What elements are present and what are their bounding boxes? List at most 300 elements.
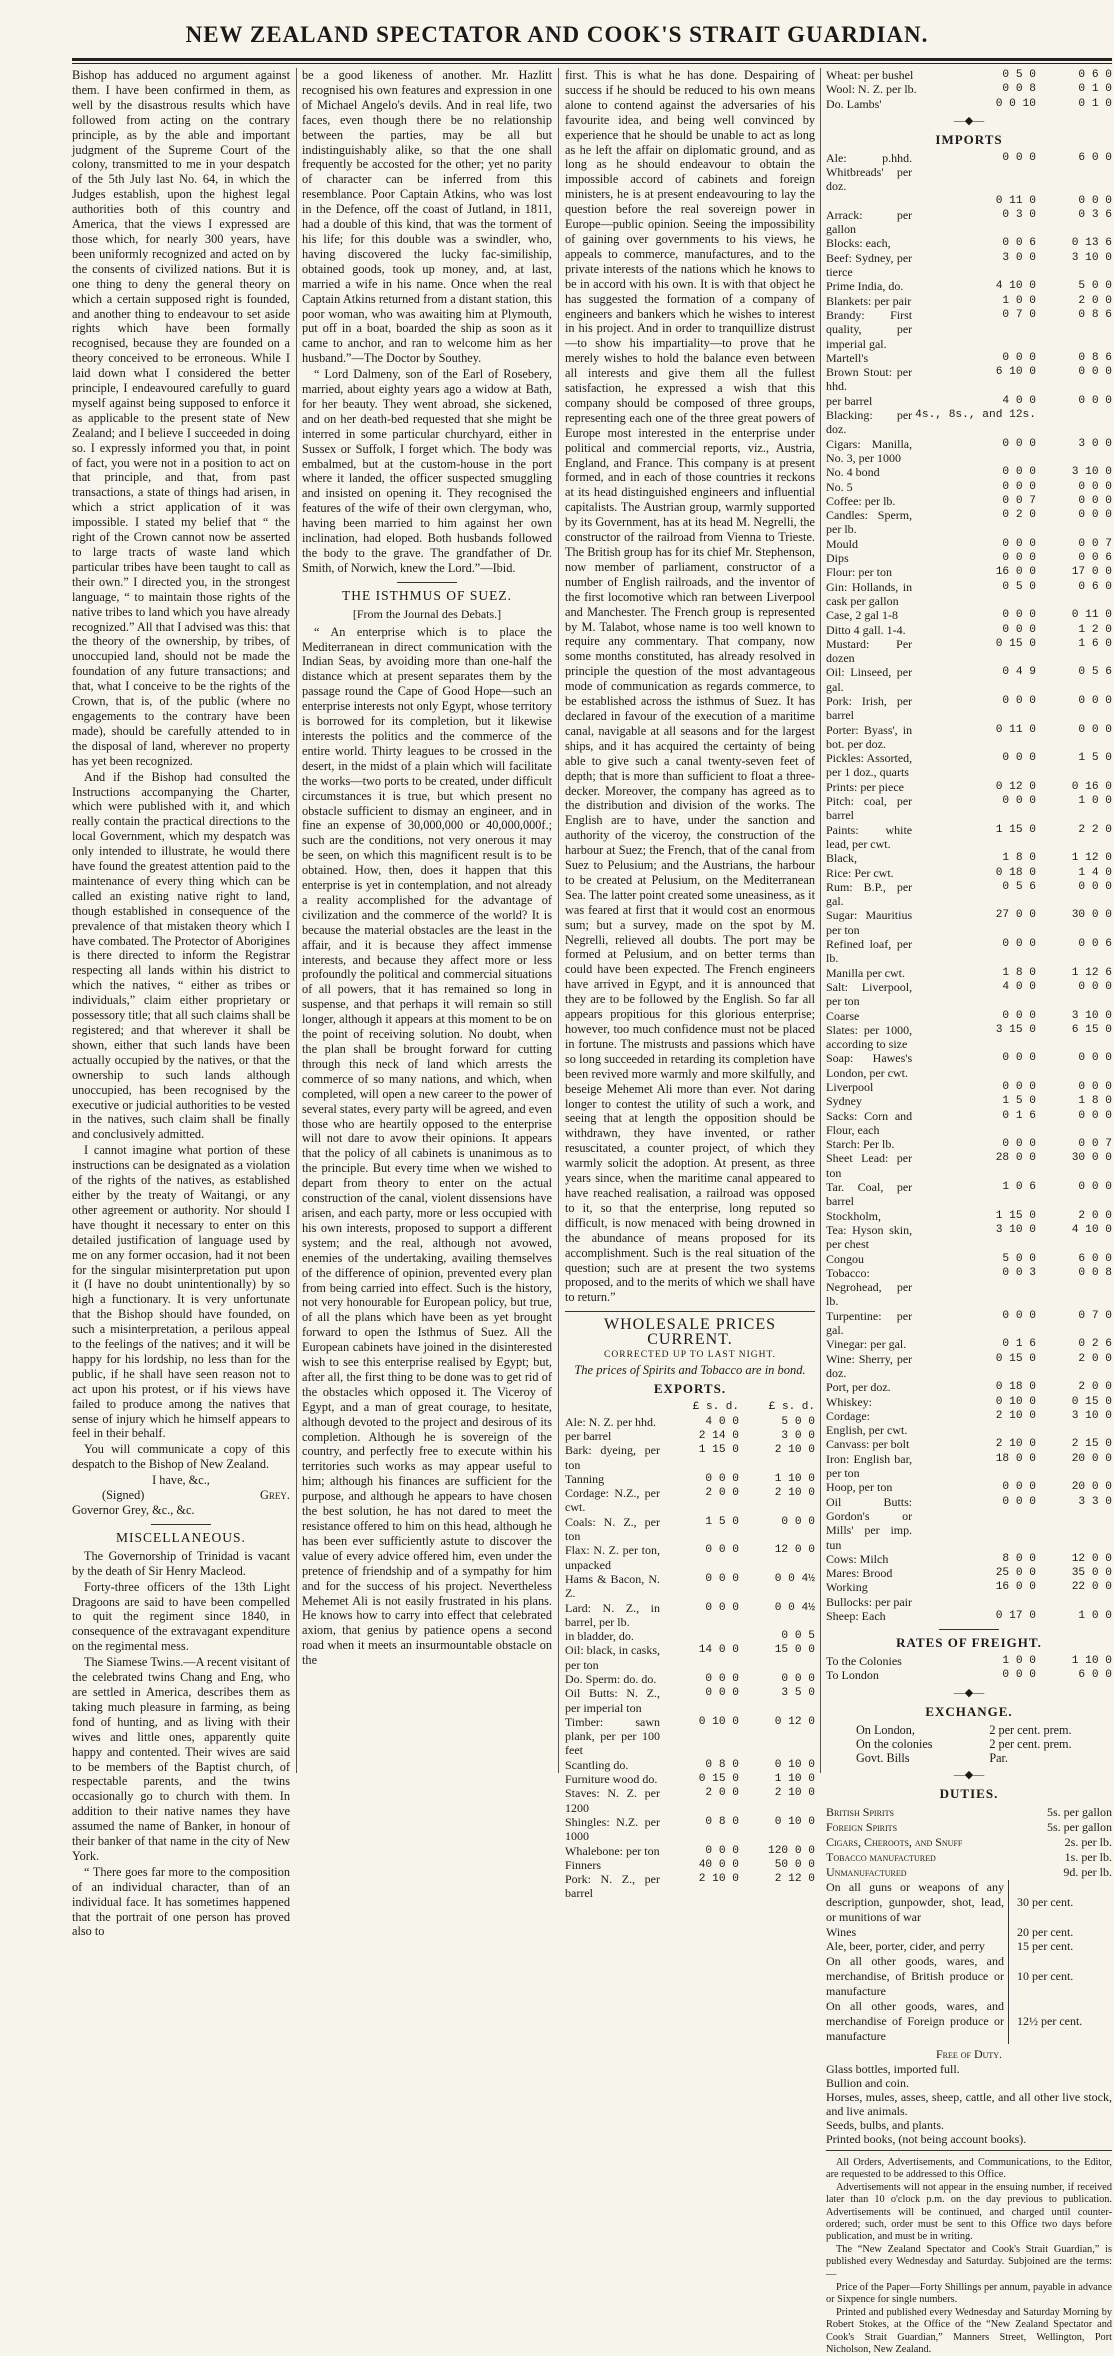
price-high: 1 10 0 xyxy=(774,1773,815,1786)
column-4 xyxy=(826,68,1112,2355)
price-row xyxy=(565,1443,815,1472)
price-low: 0 15 0 xyxy=(698,1773,739,1786)
price-high: 0 8 6 xyxy=(1078,308,1112,321)
price-low: 16 0 0 xyxy=(995,566,1036,579)
price-low: 0 0 0 xyxy=(1002,752,1036,765)
price-item: Porter: Byass', in bot. per doz. xyxy=(826,722,913,751)
price-low: 0 0 0 xyxy=(1002,437,1036,450)
price-low: 0 0 0 xyxy=(1002,537,1036,550)
brace-duties-list xyxy=(826,1880,1112,2044)
price-row xyxy=(565,1686,815,1715)
price-row xyxy=(826,1337,1112,1351)
price-row xyxy=(565,1772,815,1786)
price-low: 0 5 0 xyxy=(1002,69,1036,81)
price-row xyxy=(826,394,1112,408)
price-high: 5 0 0 xyxy=(781,1415,815,1428)
price-row xyxy=(826,1051,1112,1080)
duty-item: Wines xyxy=(826,1925,1009,1940)
price-high: 30 0 0 xyxy=(1071,909,1112,922)
price-row xyxy=(826,1151,1112,1180)
price-low: 0 0 3 xyxy=(1002,1266,1036,1279)
column-divider xyxy=(558,68,559,1773)
price-low: 1 8 0 xyxy=(1002,966,1036,979)
price-high: 1 5 0 xyxy=(1078,752,1112,765)
price-row xyxy=(826,294,1112,308)
price-item: Sheet Lead: per ton xyxy=(826,1151,913,1180)
column-divider xyxy=(820,68,821,1773)
price-low: 3 10 0 xyxy=(995,1223,1036,1236)
price-row xyxy=(826,1023,1112,1052)
price-low: 0 0 0 xyxy=(1002,1481,1036,1494)
price-item: Tobacco: Negrohead, per lb. xyxy=(826,1265,913,1309)
price-low: 0 0 0 xyxy=(705,1572,739,1585)
duty-row xyxy=(826,1865,1112,1880)
price-item: Mould xyxy=(826,536,859,551)
price-item: Case, 2 gal 1-8 xyxy=(826,608,898,623)
price-row xyxy=(826,1654,1112,1668)
price-row xyxy=(826,308,1112,351)
price-high: 0 12 0 xyxy=(774,1715,815,1728)
price-row xyxy=(826,794,1112,823)
price-item: Wool: N. Z. per lb. xyxy=(826,82,917,97)
price-item: Flour: per ton xyxy=(826,565,892,580)
free-of-duty-list xyxy=(826,2062,1112,2146)
section-rule xyxy=(565,1311,815,1312)
price-high: 1 6 0 xyxy=(1078,637,1112,650)
price-high: 0 10 0 xyxy=(774,1758,815,1771)
price-item: To the Colonies xyxy=(826,1654,902,1669)
price-item: Sydney xyxy=(826,1094,862,1109)
price-item: Coffee: per lb. xyxy=(826,493,896,508)
price-item: Coarse xyxy=(826,1008,860,1023)
price-row xyxy=(826,1668,1112,1682)
price-high: 3 10 0 xyxy=(1071,1409,1112,1422)
duty-item: Foreign Spirits xyxy=(826,1820,898,1835)
price-high: 0 0 8 xyxy=(1078,1266,1112,1279)
price-row xyxy=(826,608,1112,622)
notice-paragraph: Printed and published every Wednesday and Saturday Morning by Robert Stokes, at the Office of the “New Zealand Spectator and Cook's Strait Guardian,” Manners Street, Wellington, Port Nicholson, New Zealand. xyxy=(826,2307,1112,2355)
wholesale-note: The prices of Spirits and Tobacco are in bond. xyxy=(574,1362,806,1377)
notice-paragraph: Price of the Paper—Forty Shillings per annum, payable in advance or Sixpence for single numbers. xyxy=(826,2281,1112,2305)
price-low: 4 0 0 xyxy=(705,1415,739,1428)
price-row xyxy=(826,1223,1112,1252)
ornament-icon: —◆— xyxy=(953,1686,985,1699)
price-row xyxy=(826,1552,1112,1566)
free-item: Bullion and coin. xyxy=(826,2075,909,2090)
price-low: 0 0 0 xyxy=(1002,694,1036,707)
price-low: 0 4 9 xyxy=(1002,666,1036,679)
price-item: Oil Butts: Gordon's or Mills' per imp. tun xyxy=(826,1494,913,1552)
price-row xyxy=(565,1429,815,1443)
produce-table xyxy=(826,68,1112,111)
price-high: 2 10 0 xyxy=(774,1444,815,1457)
price-high: 0 0 0 xyxy=(1078,1181,1112,1194)
price-row xyxy=(826,637,1112,666)
price-high: 0 0 0 xyxy=(1078,980,1112,993)
price-low: 0 0 0 xyxy=(705,1601,739,1614)
price-item: Ale: N. Z. per hhd. xyxy=(565,1414,656,1429)
price-high: 0 0 4½ xyxy=(774,1572,815,1585)
price-high: 0 0 7 xyxy=(1078,537,1112,550)
price-row xyxy=(826,194,1112,208)
price-row xyxy=(826,1580,1112,1609)
price-high: 0 15 0 xyxy=(1071,1395,1112,1408)
price-item: Port, per doz. xyxy=(826,1380,891,1395)
price-row xyxy=(826,980,1112,1009)
price-low: 0 18 0 xyxy=(995,1381,1036,1394)
price-high: 6 0 0 xyxy=(1078,1669,1112,1682)
price-high: 2 2 0 xyxy=(1078,823,1112,836)
price-item: Prints: per piece xyxy=(826,779,904,794)
price-item: Sheep: Each xyxy=(826,1608,886,1623)
price-row xyxy=(565,1472,815,1486)
price-low: 4s., 8s., and 12s. xyxy=(915,409,1036,422)
price-item: Blankets: per pair xyxy=(826,293,912,308)
price-high: 3 10 0 xyxy=(1071,1009,1112,1022)
price-item: Do. Sperm: do. do. xyxy=(565,1672,657,1686)
price-item: Staves: N. Z. per 1200 xyxy=(565,1786,660,1815)
price-row xyxy=(826,565,1112,579)
price-low: 1 15 0 xyxy=(995,823,1036,836)
ornament-icon: —◆— xyxy=(953,1769,985,1782)
exchange-header: EXCHANGE. xyxy=(925,1703,1013,1719)
price-high: 2 0 0 xyxy=(1078,294,1112,307)
price-row xyxy=(565,1758,815,1772)
suez-source: [From the Journal des Debats.] xyxy=(352,606,502,621)
price-high: 3 3 0 xyxy=(1078,1495,1112,1508)
duty-row xyxy=(826,1820,1112,1835)
price-high: 0 0 7 xyxy=(1078,1138,1112,1151)
price-item: Arrack: per gallon xyxy=(826,207,913,237)
price-item: Mares: Brood xyxy=(826,1566,893,1581)
section-rule xyxy=(939,1629,999,1630)
price-high: 1 10 0 xyxy=(1071,1655,1112,1668)
brace-duty-row xyxy=(826,1925,1112,1940)
price-row xyxy=(565,1786,815,1815)
duty-value: 9d. per lb. xyxy=(1063,1864,1112,1879)
money-head: £ s. d. xyxy=(768,1400,815,1413)
price-high: 0 10 0 xyxy=(774,1815,815,1828)
duty-item: On all guns or weapons of any description, gunpowder, shot, lead, or munitions of war xyxy=(826,1880,1009,1925)
misc-paragraph: “ There goes far more to the composition of an individual character, than of an individual face. It has sometimes happened that the portrait of one person has proved also to xyxy=(72,1864,290,1939)
price-low: 0 17 0 xyxy=(995,1609,1036,1622)
exchange-value: Par. xyxy=(989,1751,1008,1766)
misc-header: MISCELLANEOUS. xyxy=(116,1529,246,1545)
price-row xyxy=(826,1309,1112,1338)
price-low: 0 0 0 xyxy=(1002,466,1036,479)
imports-table xyxy=(826,151,1112,1624)
price-row xyxy=(826,580,1112,609)
price-low: 0 7 0 xyxy=(1002,308,1036,321)
wholesale-title: WHOLESALE PRICES CURRENT. xyxy=(604,1316,776,1349)
price-low: 0 10 0 xyxy=(995,1395,1036,1408)
exchange-row xyxy=(826,1723,1112,1737)
price-item: Hoop, per ton xyxy=(826,1480,893,1495)
price-row xyxy=(826,966,1112,980)
price-row xyxy=(826,723,1112,752)
duties-list xyxy=(826,1805,1112,1880)
price-item: per barrel xyxy=(565,1428,612,1443)
price-high: 35 0 0 xyxy=(1071,1567,1112,1580)
price-row xyxy=(826,351,1112,365)
price-low xyxy=(663,1629,739,1643)
body-paragraph: be a good likeness of another. Mr. Hazlitt recognised his own features and expression in one of Michael Angelo's devils. And in real life, two faces, even though there be no relationship between the parties, may be all but indistinguishably alike, so that the one shall frequently be accosted for the other; yet no parity of character can be inferred from this resemblance. Poor Captain Atkins, who was lost in the Defence, off the coast of Jutland, in 1811, had a double of this kind, that was the torment of his life; for this double was a swindler, who, having discovered the lucky fac-similiship, obtained goods, took up money, and, at last, married a wife in his name. Once when the real Captain Atkins returned from a distant station, this poor woman, who was awaiting him at Plymouth, put off in a boat, boarded the ship as soon as it came to anchor, and ran to welcome him as her husband.”—The Doctor by Southey. xyxy=(302,68,552,366)
price-high: 12 0 0 xyxy=(1071,1552,1112,1565)
price-high: 0 0 0 xyxy=(1078,1052,1112,1065)
price-low: 0 0 10 xyxy=(995,97,1036,110)
price-high: 1 2 0 xyxy=(1078,623,1112,636)
price-row xyxy=(826,365,1112,394)
price-row xyxy=(826,665,1112,694)
price-item: Pickles: Assorted, per 1 doz., quarts xyxy=(826,751,913,780)
duty-value: 1s. per lb. xyxy=(1064,1850,1112,1865)
price-high: 6 0 0 xyxy=(1078,1252,1112,1265)
column-divider xyxy=(296,68,297,1773)
price-row xyxy=(826,480,1112,494)
price-row xyxy=(826,1094,1112,1108)
price-item: Cordage: N.Z., per cwt. xyxy=(565,1486,660,1515)
price-item: per barrel xyxy=(826,393,873,408)
price-low: 4 0 0 xyxy=(1002,394,1036,407)
price-item: Rum: B.P., per gal. xyxy=(826,879,913,909)
price-low: 0 0 0 xyxy=(705,1673,739,1685)
price-low: 0 0 0 xyxy=(1002,938,1036,951)
price-item: Do. Lambs' xyxy=(826,96,882,111)
column-2 xyxy=(302,68,552,1773)
brace-duty-row xyxy=(826,1954,1112,1999)
price-high: 1 10 0 xyxy=(774,1472,815,1485)
price-row xyxy=(826,1609,1112,1623)
price-row xyxy=(565,1515,815,1544)
addressee: Governor Grey, &c., &c. xyxy=(72,1503,195,1517)
signatory-name: Grey. xyxy=(260,1488,290,1503)
signed-label: (Signed) xyxy=(102,1488,145,1503)
price-item: Prime India, do. xyxy=(826,279,904,294)
price-item: Paints: white lead, per cwt. xyxy=(826,822,913,851)
price-item: No. 5 xyxy=(826,479,853,494)
price-low: 0 0 7 xyxy=(1002,494,1036,507)
price-low: 0 1 6 xyxy=(1002,1338,1036,1351)
price-row xyxy=(565,1572,815,1601)
price-row xyxy=(826,1109,1112,1138)
price-row xyxy=(826,694,1112,723)
price-item: Whiskey: xyxy=(826,1394,872,1409)
price-low: 0 0 0 xyxy=(705,1844,739,1857)
price-high: 0 0 6 xyxy=(1078,938,1112,951)
price-row xyxy=(565,1858,815,1872)
brace-duty-row xyxy=(826,1939,1112,1954)
price-low: 4 10 0 xyxy=(995,280,1036,293)
price-low: 27 0 0 xyxy=(995,909,1036,922)
price-low: 0 10 0 xyxy=(698,1715,739,1728)
price-item: Manilla per cwt. xyxy=(826,965,905,980)
price-high: 1 0 0 xyxy=(1078,795,1112,808)
price-high: 1 12 6 xyxy=(1071,966,1112,979)
price-row xyxy=(826,537,1112,551)
masthead: NEW ZEALAND SPECTATOR AND COOK'S STRAIT GUARDIAN. xyxy=(185,22,929,47)
price-row xyxy=(565,1672,815,1686)
price-row xyxy=(826,1209,1112,1223)
price-row xyxy=(565,1844,815,1858)
price-item: Ditto 4 gall. 1-4. xyxy=(826,622,906,637)
price-item: Pork: Irish, per barrel xyxy=(826,693,913,723)
price-row xyxy=(826,236,1112,250)
price-item: Candles: Sperm, per lb. xyxy=(826,508,913,537)
price-item: No. 4 bond xyxy=(826,465,880,480)
price-low: 0 8 0 xyxy=(705,1815,739,1828)
duty-value: 10 per cent. xyxy=(1017,1969,1074,1984)
exchange-item: On London, xyxy=(856,1722,915,1737)
price-row xyxy=(826,880,1112,909)
duty-value: 5s. per gallon xyxy=(1047,1820,1112,1835)
price-item: Furniture wood do. xyxy=(565,1772,658,1787)
price-row xyxy=(826,408,1112,437)
price-low: 25 0 0 xyxy=(995,1567,1036,1580)
price-item: Blocks: each, xyxy=(826,236,891,251)
price-item: To London xyxy=(826,1668,879,1683)
price-item: Stockholm, xyxy=(826,1208,882,1223)
price-high: 0 1 0 xyxy=(1078,83,1112,96)
price-high: 0 6 0 xyxy=(1078,580,1112,593)
price-high: 6 0 0 xyxy=(1078,151,1112,164)
price-row xyxy=(826,623,1112,637)
exchange-row xyxy=(826,1751,1112,1765)
price-row xyxy=(826,97,1112,111)
price-low: 0 5 6 xyxy=(1002,880,1036,893)
price-item: Brandy: First quality, per imperial gal. xyxy=(826,307,913,351)
price-row xyxy=(826,251,1112,280)
masthead-rule-thin xyxy=(72,63,1112,64)
price-item: Brown Stout: per hhd. xyxy=(826,365,913,394)
price-item: Congou xyxy=(826,1251,865,1266)
price-item: Oil: Linseed, per gal. xyxy=(826,665,913,694)
price-low: 0 0 0 xyxy=(1002,609,1036,622)
price-item: Shingles: N.Z. per 1000 xyxy=(565,1814,660,1844)
price-row xyxy=(826,1252,1112,1266)
price-row xyxy=(826,208,1112,237)
freight-header: RATES OF FREIGHT. xyxy=(896,1635,1042,1651)
notice-paragraph: All Orders, Advertisements, and Communications, to the Editor, are requested to be addressed to this Office. xyxy=(826,2156,1112,2180)
price-item: Coals: N. Z., per ton xyxy=(565,1514,660,1544)
price-row xyxy=(565,1543,815,1572)
price-high: 0 0 0 xyxy=(1078,723,1112,736)
price-high: 50 0 0 xyxy=(774,1858,815,1871)
price-item: Turpentine: per gal. xyxy=(826,1308,913,1338)
price-row xyxy=(826,1137,1112,1151)
price-high: 0 3 6 xyxy=(1078,208,1112,221)
price-low: 0 11 0 xyxy=(995,723,1036,736)
price-row xyxy=(826,823,1112,852)
price-high: 3 10 0 xyxy=(1071,466,1112,479)
price-row xyxy=(826,937,1112,966)
price-low: 0 0 6 xyxy=(1002,237,1036,250)
price-low: 0 18 0 xyxy=(995,866,1036,879)
price-low: 0 8 0 xyxy=(705,1758,739,1771)
price-item: Slates: per 1000, according to size xyxy=(826,1022,913,1052)
body-paragraph: first. This is what he has done. Despairing of success if he should be reduced to his own means alone to contend against the adversaries of his favourite idea, and being well convinced by experience that he should be unable to act as long as he left the affair on diplomatic ground, and as long as he should endeavour to obtain the impossible accord of cabinets and foreign ministers, he is at present endeavouring to lay the question before the real sovereign power in Europe—public opinion. Seeing the impossibility of gaining over governments to his views, he appeals to commerce, manufactures, and to the private interests of the nations which he knows to be in accord with his own. It is with that object he has suggested the formation of a company of engineers and bankers which he wishes to interest in his project. And in order to tranquillize distrust—to show his impartiality—to prove that he merely wishes to hold the balance even between all interests and give them all the fullest satisfaction, he expressed a wish that this company should be composed of three groups, representing each one of the three great powers of Europe most interested in the enterprise under political and commercial reports, viz., Austria, England, and France. This company is at present formed, and in each of those countries it reckons at its head distinguished engineers and influential capitalists. The Austrian group, warmly supported by its Government, has at its head M. Negrelli, the constructor of the railroad from Vienna to Trieste. The British group has for its chief Mr. Stephenson, now member of parliament, constructor of a number of English railroads, and the inventor of the first locomotive which ran between Liverpool and Manchester. The French group is represented by M. Talabot, whose name is too well known to require any commentary. That company, now some months constituted, has already resolved in principle the question of the most advantageous mode of communication as regards commerce, to be established across the isthmus of Suez. It has declared in favour of the execution of a maritime canal, navigable at all seasons and for the largest ships, and it has acquired the certainty of being able to give such a canal twenty-seven feet of depth; that is more than sufficient to float a three-decker. Moreover, the company has agreed as to the distribution and division of the works. The English are to have, under the sanction and authority of the viceroy, the construction of the harbour at Suez; the French, that of the canal from Suez to Pelusium; and the Austrians, the harbour to be created at Pelusium, on the Mediterranean Sea. The latter point created some uneasiness, as it was feared at first that it would cost an enormous sum; but a survey, made on the spot by M. Negrelli, relieved all doubts. The port may be formed at Pelusium, and on better terms than could have been expected. The French engineers have arrived in Egypt, and it is announced that they are to be followed by the English. So far all appears propitious for this glorious enterprise; however, too much confidence must not be placed in fortune. The mistrusts and passions which have so long succeeded in retarding its completion have been revived more warmly and more skilfully, and beseige Mehemet Ali more than ever. Not daring longer to contest the utility of such a work, and seeing that at length the opposition should be withdrawn, they have invented, or rather resuscitated, a counter project, of which they warmly solicit the adoption. At present, as three years since, when the maritime canal appeared to have reached realisation, a railroad was opposed to it, so that the enterprise, long reputed so difficult, is now menaced with being drowned in the abundance of means proposed for its accomplishment. Such is the real situation of the question; such are at present the two systems proposed, and to the merits of which we shall have to return.” xyxy=(565,68,816,1305)
price-row xyxy=(826,1480,1112,1494)
price-row xyxy=(826,551,1112,565)
free-item: Glass bottles, imported full. xyxy=(826,2061,960,2076)
price-low: 0 0 0 xyxy=(1002,1081,1036,1093)
notice-paragraph: Advertisements will not appear in the ensuing number, if received later than 10 o'clock p.m. on the day previous to publication. Advertisements will be continued, and charged until counter-ordered; such, order must be sent to this Office two days before publication, and must be in writing. xyxy=(826,2182,1112,2242)
price-high: 0 8 6 xyxy=(1078,351,1112,364)
price-low: 1 0 0 xyxy=(1002,1655,1036,1668)
duty-item: Tobacco manufactured xyxy=(826,1850,936,1865)
price-low: 3 0 0 xyxy=(1002,251,1036,264)
duty-row xyxy=(826,1850,1112,1865)
price-low: 1 5 0 xyxy=(1002,1095,1036,1108)
duty-value: 12½ per cent. xyxy=(1017,2013,1083,2028)
price-row xyxy=(826,1452,1112,1481)
price-row xyxy=(826,1009,1112,1023)
wholesale-subtitle: CORRECTED UP TO LAST NIGHT. xyxy=(604,1350,776,1361)
price-low: 0 0 0 xyxy=(1002,623,1036,636)
price-high: 0 5 6 xyxy=(1078,666,1112,679)
price-item: Starch: Per lb. xyxy=(826,1137,895,1152)
price-item: Oil: black, in casks, per ton xyxy=(565,1643,660,1672)
duty-item: Cigars, Cheroots, and Snuff xyxy=(826,1835,963,1850)
price-high: 0 16 0 xyxy=(1071,780,1112,793)
price-low: 0 12 0 xyxy=(995,780,1036,793)
price-item: Lard: N. Z., in barrel, per lb. xyxy=(565,1600,660,1629)
price-row xyxy=(826,1352,1112,1381)
body-paragraph: You will communicate a copy of this despatch to the Bishop of New Zealand. xyxy=(72,1442,290,1472)
price-row xyxy=(826,68,1112,82)
price-item: Black, xyxy=(826,851,857,866)
price-item: Working Bullocks: per pair xyxy=(826,1580,912,1609)
price-high: 1 0 0 xyxy=(1078,1609,1112,1622)
free-item: Printed books, (not being account books). xyxy=(826,2131,1027,2146)
duty-item: Ale, beer, porter, cider, and perry xyxy=(826,1939,1009,1954)
price-low: 40 0 0 xyxy=(698,1858,739,1871)
price-high: 0 13 6 xyxy=(1071,237,1112,250)
price-low: 2 0 0 xyxy=(705,1787,739,1800)
price-high: 0 0 0 xyxy=(1078,194,1112,207)
duty-item: Unmanufactured xyxy=(826,1864,907,1879)
price-high: 0 0 0 xyxy=(1078,509,1112,522)
price-item: Iron: English bar, per ton xyxy=(826,1451,913,1481)
price-high: 30 0 0 xyxy=(1071,1152,1112,1165)
price-high: 20 0 0 xyxy=(1071,1452,1112,1465)
price-low: 2 14 0 xyxy=(698,1429,739,1442)
price-item: Bark: dyeing, per ton xyxy=(565,1443,660,1472)
duty-value: 30 per cent. xyxy=(1017,1894,1074,1909)
price-item: Mustard: Per dozen xyxy=(826,636,913,666)
price-low: 1 0 6 xyxy=(1002,1181,1036,1194)
price-high: 0 0 0 xyxy=(1078,494,1112,507)
price-item: Oil Butts: N. Z., per imperial ton xyxy=(565,1686,660,1715)
brace-duty-row xyxy=(826,1880,1112,1925)
price-high: 0 0 0 xyxy=(1078,694,1112,707)
duty-item: On all other goods, wares, and merchandise of Foreign produce or manufacture xyxy=(826,1999,1009,2044)
duty-value: 5s. per gallon xyxy=(1047,1805,1112,1820)
price-row xyxy=(826,851,1112,865)
misc-paragraph: Forty-three officers of the 13th Light Dragoons are said to have been compelled to quit the regiment since 1840, in consequence of the extravagant expenditure on the regimental mess. xyxy=(72,1579,290,1654)
price-high: 120 0 0 xyxy=(768,1844,815,1857)
price-low: 1 8 0 xyxy=(1002,852,1036,865)
price-item: Salt: Liverpool, per ton xyxy=(826,979,913,1009)
price-low: 1 0 0 xyxy=(1002,294,1036,307)
price-row xyxy=(826,494,1112,508)
price-low: 0 0 0 xyxy=(705,1687,739,1700)
price-high: 0 1 0 xyxy=(1078,97,1112,110)
price-item: Sacks: Corn and Flour, each xyxy=(826,1108,913,1137)
duty-value: 15 per cent. xyxy=(1017,1939,1074,1954)
price-low: 2 10 0 xyxy=(995,1438,1036,1451)
price-low: 0 0 0 xyxy=(705,1544,739,1557)
duty-item: British Spirits xyxy=(826,1805,894,1820)
